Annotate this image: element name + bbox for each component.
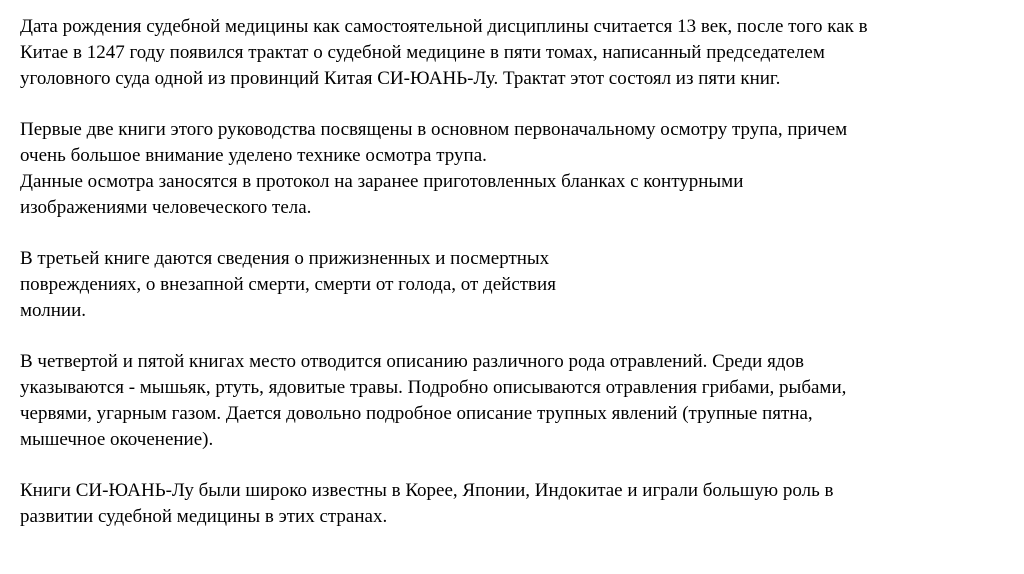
text-line: Первые две книги этого руководства посвящены в основном первоначальному осмотру трупа, причем [20,119,848,141]
text-line: В четвертой и пятой книгах место отводится описанию различного рода отравлений. Среди ядов [20,351,804,373]
paragraph-third-book [20,246,1010,323]
text-line: мышечное окоченение). [20,428,214,450]
text-line: червями, угарным газом. Дается довольно подробное описание трупных явлений (трупные пятна, [20,402,813,424]
text-line: молнии. [20,299,87,321]
text-line: Дата рождения судебной медицины как самостоятельной дисциплины считается 13 век, после того как в [20,16,868,37]
text-line: Китае в 1247 году появился трактат о судебной медицине в пяти томах, написанный председателем [20,41,825,63]
text-line: очень большое внимание уделено технике осмотра трупа. [20,144,487,166]
text-line: повреждениях, о внезапной смерти, смерти от голода, от действия [20,273,556,295]
paragraph-influence [20,478,1010,530]
text-line: уголовного суда одной из провинций Китая СИ-ЮАНЬ-Лу. Трактат этот состоял из пяти книг. [20,67,781,89]
text-line: развитии судебной медицины в этих странах. [20,506,388,528]
paragraph-origin [20,14,1010,91]
paragraph-first-books [20,117,1010,169]
text-line: Книги СИ-ЮАНЬ-Лу были широко известны в Корее, Японии, Индокитае и играли большую роль в [20,480,834,502]
text-line: Данные осмотра заносятся в протокол на заранее приготовленных бланках с контурными [20,170,744,192]
paragraph-protocol [20,169,1010,221]
text-line: указываются - мышьяк, ртуть, ядовитые травы. Подробно описываются отравления грибами, рыбами, [20,377,847,399]
paragraph-poisons [20,349,1010,452]
text-line: изображениями человеческого тела. [20,196,312,218]
text-line: В третьей книге даются сведения о прижизненных и посмертных [20,248,550,270]
text-body [20,14,1010,530]
